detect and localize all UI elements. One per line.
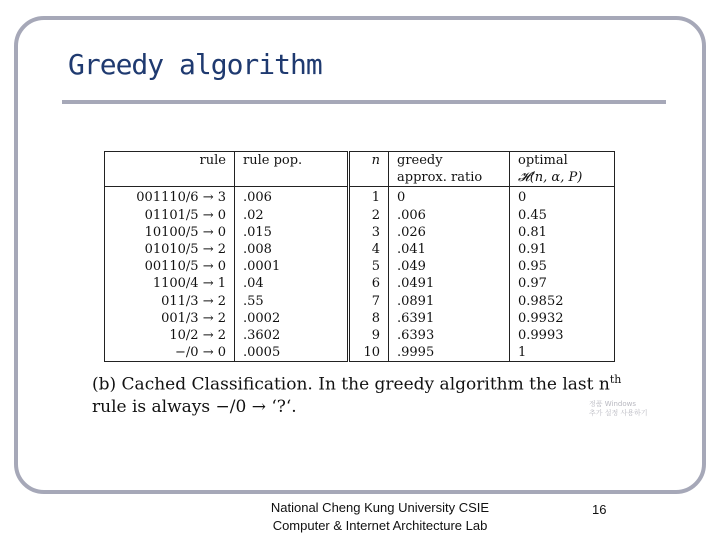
n-cell: 3 [350,224,389,241]
title-divider [62,100,666,104]
rule-pop-cell: .02 [243,207,264,223]
rule-pop-header: rule pop. [243,153,303,168]
rule-pop-cell: .55 [243,293,264,309]
greedy-ratio-cell: .0891 [389,293,510,310]
n-header [350,152,389,170]
footer-line-1: National Cheng Kung University CSIE [270,500,490,515]
greedy-ratio-cell: .6393 [389,327,510,344]
n-cell: 10 [350,344,389,362]
table-row [350,224,615,241]
slide-footer [210,499,550,535]
table-row [105,275,348,292]
greedy-table [349,151,615,362]
table-row [350,187,615,207]
n-cell: 8 [350,310,389,327]
greedy-ratio-cell: .0491 [389,275,510,292]
greedy-ratio-cell: .9995 [389,344,510,362]
greedy-ratio-cell: .049 [389,258,510,275]
greedy-header-sub: approx. ratio [389,169,510,187]
rule-cell: 011/3 → 2 [105,293,235,310]
table-row [105,327,348,344]
table-row [105,310,348,327]
n-cell: 9 [350,327,389,344]
table-row [350,310,615,327]
rule-pop-cell: .04 [243,276,264,292]
n-cell: 6 [350,275,389,292]
caption-line-1-text: (b) Cached Classification. In the greedy algorithm the last n [92,374,610,395]
greedy-table-body [350,187,615,362]
optimal-cell: 0.9993 [518,327,564,343]
caption-superscript: th [609,373,622,386]
greedy-ratio-cell: .006 [389,207,510,224]
table-row [350,327,615,344]
table-row [350,275,615,292]
optimal-cell: 1 [518,345,527,361]
table-row [350,258,615,275]
greedy-ratio-cell: 0 [389,187,510,207]
rule-cell: 10/2 → 2 [105,327,235,344]
greedy-ratio-cell: .6391 [389,310,510,327]
n-cell: 5 [350,258,389,275]
greedy-ratio-cell: .041 [389,241,510,258]
rule-pop-cell: .008 [243,242,272,258]
optimal-header-sub [510,169,615,187]
greedy-ratio-cell: .026 [389,224,510,241]
table-row [105,293,348,310]
table-row [105,241,348,258]
table-row [350,293,615,310]
watermark-line-1: 정품 Windows [589,400,636,408]
optimal-cell: 0.45 [518,207,547,223]
rule-table-body [105,187,348,362]
rule-pop-header-spacer [235,169,348,187]
table-row [105,344,348,362]
n-cell: 7 [350,293,389,310]
optimal-cell: 0.9932 [518,310,564,326]
table-row [105,258,348,275]
optimal-cell: 0.91 [518,242,547,258]
windows-activation-watermark [589,400,648,418]
rule-pop-cell: .0001 [243,259,281,275]
n-cell: 4 [350,241,389,258]
optimal-cell: 0.81 [518,224,547,240]
greedy-header: greedy [389,152,510,170]
rule-cell: 00110/5 → 0 [105,258,235,275]
rule-pop-cell: .0005 [243,345,281,361]
rule-cell: −/0 → 0 [105,344,235,362]
rule-table [104,151,348,362]
n-header-text: n [371,153,380,168]
n-cell: 1 [350,187,389,207]
table-row [350,207,615,224]
caption-line-2: rule is always −/0 → ‘?‘. [92,396,297,417]
rule-cell: 10100/5 → 0 [105,224,235,241]
rule-header: rule [105,152,235,170]
rule-cell: 001110/6 → 3 [105,187,235,207]
table-row [350,241,615,258]
caption-line-1 [92,369,652,396]
table-row [105,207,348,224]
rule-pop-cell: .015 [243,224,272,240]
optimal-cell: 0.9852 [518,293,564,309]
rule-cell: 1100/4 → 1 [105,275,235,292]
table-row [105,224,348,241]
footer-line-2: Computer & Internet Architecture Lab [272,518,488,533]
figure-caption [92,369,652,418]
slide-title: Greedy algorithm [68,48,322,81]
rule-pop-cell: .006 [243,190,272,206]
rule-pop-cell: .3602 [243,327,281,343]
optimal-cell: 0.95 [518,259,547,275]
optimal-formula: 𝓗(n, α, P) [518,170,583,186]
page-number: 16 [592,502,607,517]
table-row [105,187,348,207]
table-row [350,344,615,362]
rule-cell: 001/3 → 2 [105,310,235,327]
n-header-spacer [350,169,389,187]
optimal-header: optimal [518,153,568,168]
rule-pop-cell: .0002 [243,310,281,326]
rule-cell: 01101/5 → 0 [105,207,235,224]
rule-header-spacer [105,169,235,187]
watermark-line-2: 추가 설정 사용하기 [589,409,648,417]
optimal-cell: 0.97 [518,276,547,292]
optimal-cell: 0 [518,190,527,206]
n-cell: 2 [350,207,389,224]
rule-cell: 01010/5 → 2 [105,241,235,258]
